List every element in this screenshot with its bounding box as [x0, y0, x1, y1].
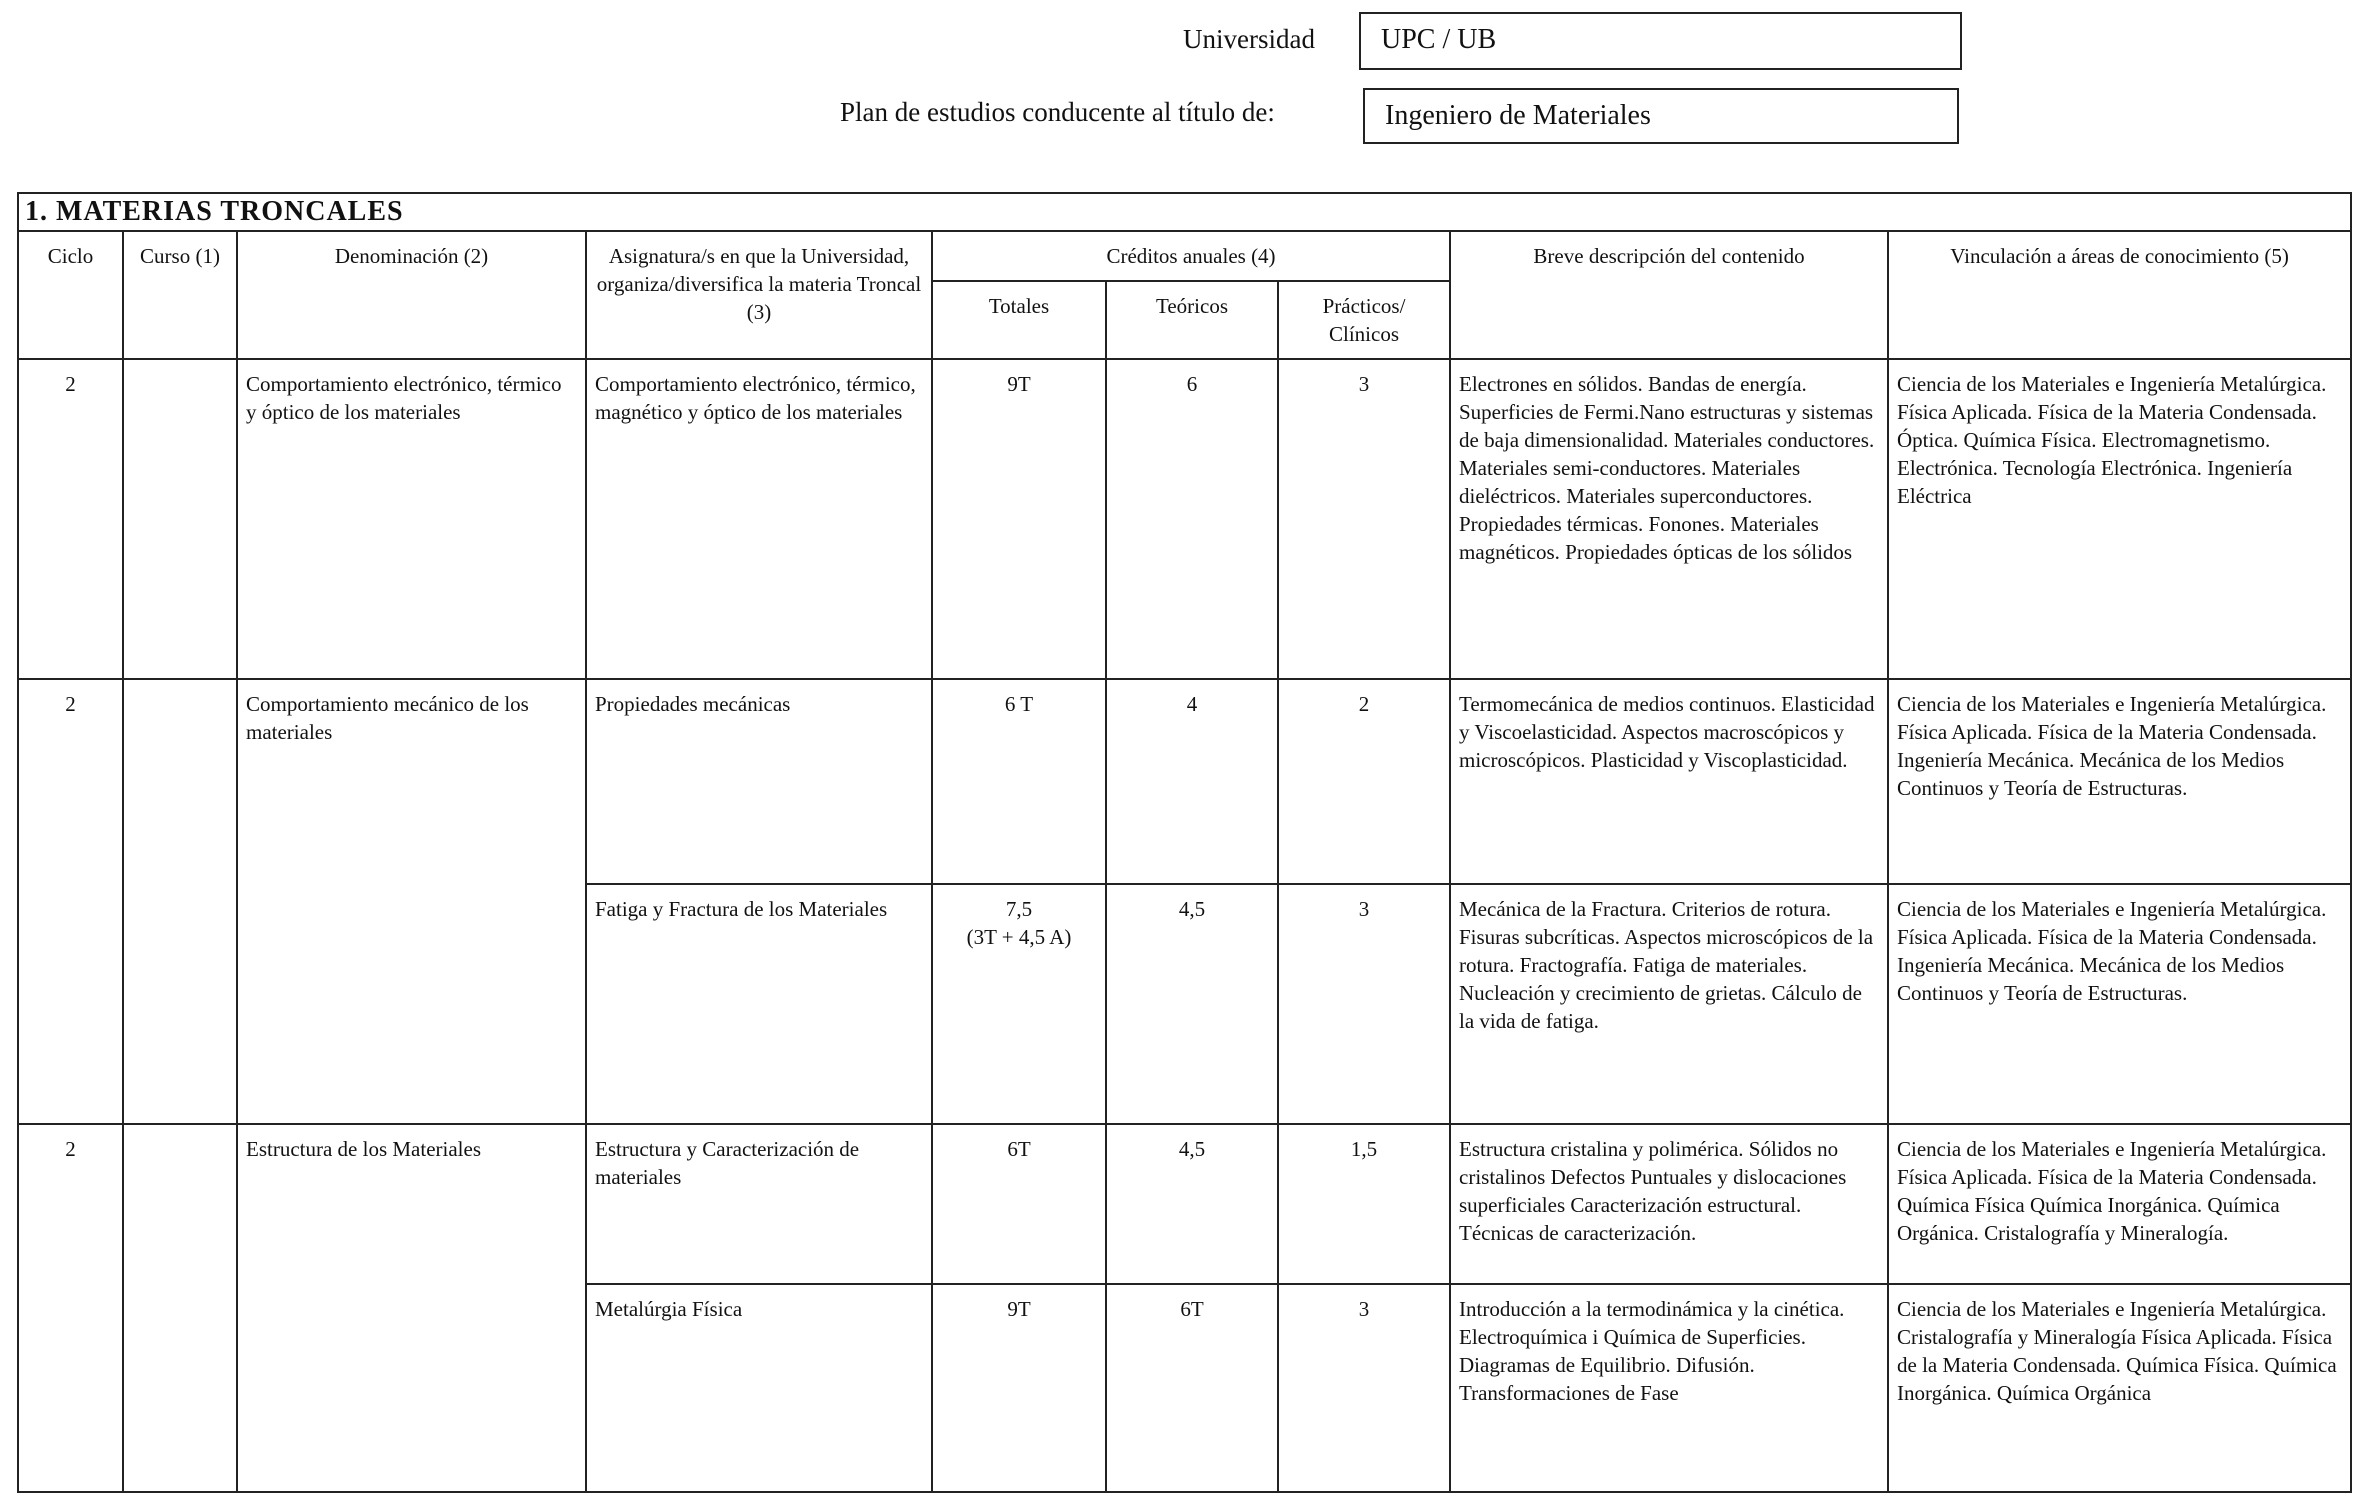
descripcion-cell: Introducción a la termodinámica y la cinética. Electroquímica i Química de Superficies. Diagramas de Equilibrio. Difusión. Transformaciones de Fase — [1450, 1284, 1888, 1492]
section-title: 1. MATERIAS TRONCALES — [18, 193, 2351, 231]
table-row — [18, 359, 2351, 679]
col-descripcion: Breve descripción del contenido — [1450, 231, 1888, 359]
practicos-cell: 1,5 — [1278, 1124, 1450, 1284]
denominacion-cell: Comportamiento mecánico de los materiales — [237, 679, 586, 1124]
totales-cell: 6 T — [932, 679, 1106, 884]
asignatura-cell: Fatiga y Fractura de los Materiales — [586, 884, 932, 1124]
vinculacion-cell: Ciencia de los Materiales e Ingeniería Metalúrgica. Física Aplicada. Física de la Materia Condensada. Ingeniería Mecánica. Mecánica de los Medios Continuos y Teoría de Estructuras. — [1888, 884, 2351, 1124]
teoricos-cell: 4,5 — [1106, 1124, 1278, 1284]
asignatura-cell: Propiedades mecánicas — [586, 679, 932, 884]
curso-cell — [123, 679, 237, 1124]
totales-cell: 6T — [932, 1124, 1106, 1284]
vinculacion-cell: Ciencia de los Materiales e Ingeniería Metalúrgica. Cristalografía y Mineralogía Física Aplicada. Física de la Materia Condensada. Química Física. Química Inorgánica. Química Orgánica — [1888, 1284, 2351, 1492]
col-ciclo: Ciclo — [18, 231, 123, 359]
col-practicos: Prácticos/ Clínicos — [1278, 281, 1450, 359]
vinculacion-cell: Ciencia de los Materiales e Ingeniería Metalúrgica. Física Aplicada. Física de la Materia Condensada. Óptica. Química Física. Electromagnetismo. Electrónica. Tecnología Electrónica. Ingeniería Eléctrica — [1888, 359, 2351, 679]
teoricos-cell: 4,5 — [1106, 884, 1278, 1124]
denominacion-cell: Comportamiento electrónico, térmico y óptico de los materiales — [237, 359, 586, 679]
asignatura-cell: Metalúrgia Física — [586, 1284, 932, 1492]
col-creditos: Créditos anuales (4) — [932, 231, 1450, 281]
ciclo-cell: 2 — [18, 1124, 123, 1492]
universidad-label: Universidad — [1183, 24, 1315, 54]
col-vinculacion: Vinculación a áreas de conocimiento (5) — [1888, 231, 2351, 359]
totales-cell: 9T — [932, 359, 1106, 679]
vinculacion-cell: Ciencia de los Materiales e Ingeniería Metalúrgica. Física Aplicada. Física de la Materia Condensada. Ingeniería Mecánica. Mecánica de los Medios Continuos y Teoría de Estructuras. — [1888, 679, 2351, 884]
curso-cell — [123, 359, 237, 679]
teoricos-cell: 6 — [1106, 359, 1278, 679]
col-asignatura: Asignatura/s en que la Universidad, organiza/diversifica la materia Troncal (3) — [586, 231, 932, 359]
universidad-field: UPC / UB — [1359, 12, 1962, 70]
practicos-cell: 3 — [1278, 884, 1450, 1124]
totales-cell — [932, 884, 1106, 1124]
teoricos-cell: 4 — [1106, 679, 1278, 884]
table-row — [18, 1124, 2351, 1284]
practicos-cell: 3 — [1278, 359, 1450, 679]
asignatura-cell: Estructura y Caracterización de materiales — [586, 1124, 932, 1284]
totales-value: 7,5 — [1005, 897, 1033, 921]
materias-table — [17, 192, 2352, 1493]
col-teoricos: Teóricos — [1106, 281, 1278, 359]
plan-field: Ingeniero de Materiales — [1363, 88, 1959, 144]
table-row — [18, 679, 2351, 884]
plan-label: Plan de estudios conducente al título de: — [840, 97, 1275, 127]
denominacion-cell: Estructura de los Materiales — [237, 1124, 586, 1492]
practicos-cell: 3 — [1278, 1284, 1450, 1492]
descripcion-cell: Electrones en sólidos. Bandas de energía. Superficies de Fermi.Nano estructuras y sistemas de baja dimensionalidad. Materiales conductores. Materiales semi-conductores. Materiales dieléctricos. Materiales superconductores. Propiedades térmicas. Fonones. Materiales magnéticos. Propiedades ópticas de los sólidos — [1450, 359, 1888, 679]
totales-cell: 9T — [932, 1284, 1106, 1492]
ciclo-cell: 2 — [18, 359, 123, 679]
asignatura-cell: Comportamiento electrónico, térmico, magnético y óptico de los materiales — [586, 359, 932, 679]
col-denominacion: Denominación (2) — [237, 231, 586, 359]
col-totales: Totales — [932, 281, 1106, 359]
totales-detail: (3T + 4,5 A) — [966, 925, 1072, 949]
descripcion-cell: Mecánica de la Fractura. Criterios de rotura. Fisuras subcríticas. Aspectos microscópicos de la rotura. Fractografía. Fatiga de materiales. Nucleación y crecimiento de grietas. Cálculo de la vida de fatiga. — [1450, 884, 1888, 1124]
descripcion-cell: Estructura cristalina y polimérica. Sólidos no cristalinos Defectos Puntuales y dislocaciones superficiales Caracterización estructural. Técnicas de caracterización. — [1450, 1124, 1888, 1284]
vinculacion-cell: Ciencia de los Materiales e Ingeniería Metalúrgica. Física Aplicada. Física de la Materia Condensada. Química Física Química Inorgánica. Química Orgánica. Cristalografía y Mineralogía. — [1888, 1124, 2351, 1284]
col-curso: Curso (1) — [123, 231, 237, 359]
curso-cell — [123, 1124, 237, 1492]
descripcion-cell: Termomecánica de medios continuos. Elasticidad y Viscoelasticidad. Aspectos macroscópicos y microscópicos. Plasticidad y Viscoplasticidad. — [1450, 679, 1888, 884]
ciclo-cell: 2 — [18, 679, 123, 1124]
practicos-cell: 2 — [1278, 679, 1450, 884]
teoricos-cell: 6T — [1106, 1284, 1278, 1492]
